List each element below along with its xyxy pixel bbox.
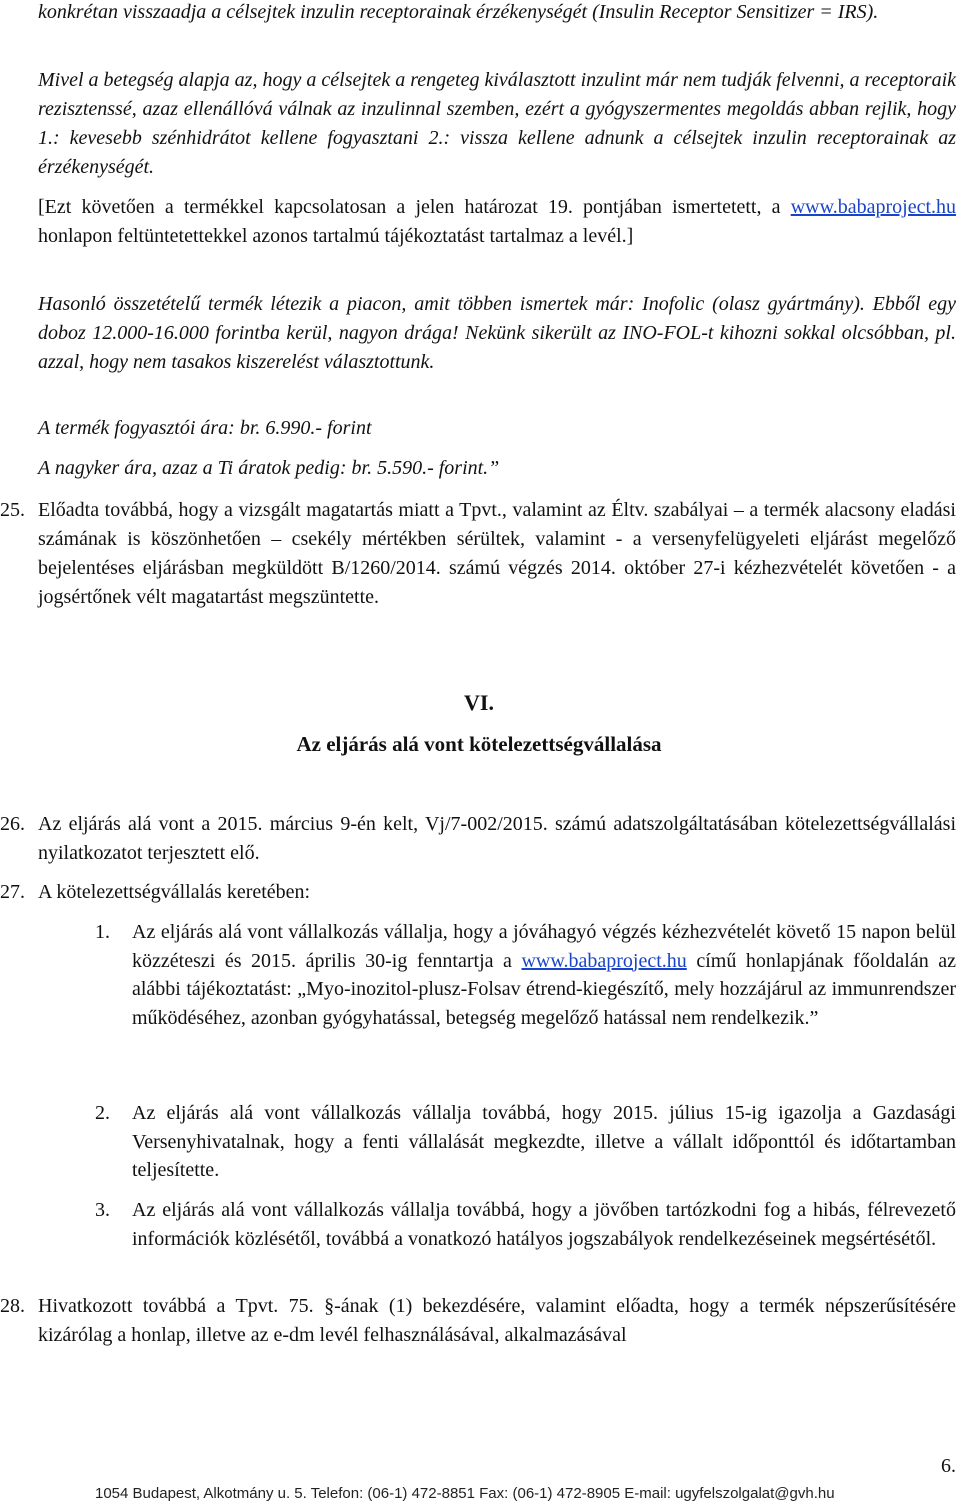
paragraph-number: 27. [0,881,25,903]
bracket-note-text-before: [Ezt követően a termékkel kapcsolatosan a jelen határozat 19. pontjában ismertetett, a [38,196,791,218]
commitment-item-1 [95,918,956,1032]
numbered-paragraph-25 [0,496,956,612]
consumer-price-line: A termék fogyasztói ára: br. 6.990.- forint [38,417,372,439]
list-text: Az eljárás alá vont vállalkozás vállalja továbbá, hogy 2015. július 15-ig igazolja a Gazdasági Versenyhivatalnak, hogy a fenti vállalását megkezdte, illetve a vállalt időponttól és időtartamban teljesítette. [132,1102,956,1181]
bracket-note-text-after: honlapon feltüntetettekkel azonos tartalmú tájékoztatást tartalmaz a levél.] [38,225,634,247]
list-number: 1. [95,921,110,943]
list-number: 3. [95,1199,110,1221]
commitment-item-2 [95,1099,956,1185]
numbered-paragraph-27 [0,878,956,907]
list-text-before: Az eljárás alá vont vállalkozás vállalja, hogy a jóváhagyó végzés kézhezvételét követő 15 napon belül közzéteszi és 2015. április 30-ig fenntartja a [132,921,956,972]
list-text-after: című honlapjának főoldalán az alábbi tájékoztatást: „Myo-inozitol-plusz-Folsav étrend-kiegészítő, mely hozzájárul az immunrendszer működéséhez, azonban gyógyhatással, betegség megelőző hatással nem rendelkezik.” [132,949,956,1029]
paragraph-text: Az eljárás alá vont a 2015. március 9-én kelt, Vj/7-002/2015. számú adatszolgáltatásában kötelezettségvállalási nyilatkozatot terjesztett elő. [38,813,956,864]
bracket-note-paragraph [38,193,956,251]
paragraph-number: 25. [0,499,25,521]
commitment-item-3 [95,1196,956,1253]
list-text [132,918,956,1032]
paragraph-text: A kötelezettségvállalás keretében: [38,881,311,903]
numbered-paragraph-28 [0,1292,956,1350]
section-title: Az eljárás alá vont kötelezettségvállalása [296,732,662,756]
wholesale-price-line: A nagyker ára, azaz a Ti áratok pedig: br. 5.590.- forint.” [38,457,500,479]
section-roman-numeral: VI. [464,690,494,715]
paragraph-number: 28. [0,1295,25,1317]
babaproject-link[interactable]: www.babaproject.hu [790,196,956,218]
quote-paragraph-similar-product: Hasonló összetételű termék létezik a piacon, amit többen ismertek már: Inofolic (olasz gyártmány). Ebből egy doboz 12.000-16.000 forintba kerül, nagyon drága! Nekünk sikerült az INO-FOL-t kihozni sokkal olcsóbban, pl. azzal, hogy nem tasakos kiszerelést választottunk. [38,293,956,373]
quote-paragraph-disease: Mivel a betegség alapja az, hogy a célsejtek a rengeteg kiválasztott inzulint már nem tudják felvenni, a receptoraik rezisztenssé, azaz ellenállóvá válnak az inzulinnal szemben, ezért a gyógyszermentes megoldás abban rejlik, hogy 1.: kevesebb szénhidrátot kellene fogyasztani 2.: vissza kellene adnunk a célsejtek inzulin receptorainak az érzékenységét. [38,69,956,178]
page-number: 6. [941,1455,956,1477]
babaproject-link[interactable]: www.babaproject.hu [521,949,687,972]
numbered-paragraph-26 [0,810,956,868]
list-number: 2. [95,1102,110,1124]
quote-paragraph-irs: konkrétan visszaadja a célsejtek inzulin receptorainak érzékenységét (Insulin Receptor Sensitizer = IRS). [38,1,879,23]
list-text: Az eljárás alá vont vállalkozás vállalja továbbá, hogy a jövőben tartózkodni fog a hibás, félrevezető információk közlésétől, továbbá a vonatkozó hatályos jogszabályok rendelkezéseinek megsértésétől. [132,1199,956,1250]
paragraph-text: Hivatkozott továbbá a Tpvt. 75. §-ának (1) bekezdésére, valamint előadta, hogy a termék népszerűsítésére kizárólag a honlap, illetve az e-dm levél felhasználásával, alkalmazásával [38,1295,956,1346]
paragraph-number: 26. [0,813,25,835]
paragraph-text: Előadta továbbá, hogy a vizsgált magatartás miatt a Tpvt., valamint az Éltv. szabályai – a termék alacsony eladási számának is köszönhetően – csekély mértékben sérültek, valamint - a versenyfelügyeleti eljárást megelőző bejelentéses eljárásban megküldött B/1260/2014. számú végzés 2014. október 27-i kézhezvételét követően - a jogsértőnek vélt magatartást megszüntette. [38,499,956,608]
footer-contact-line: 1054 Budapest, Alkotmány u. 5. Telefon: (06-1) 472-8851 Fax: (06-1) 472-8905 E-mail: ugyfelszolgalat@gvh.hu [95,1485,835,1502]
